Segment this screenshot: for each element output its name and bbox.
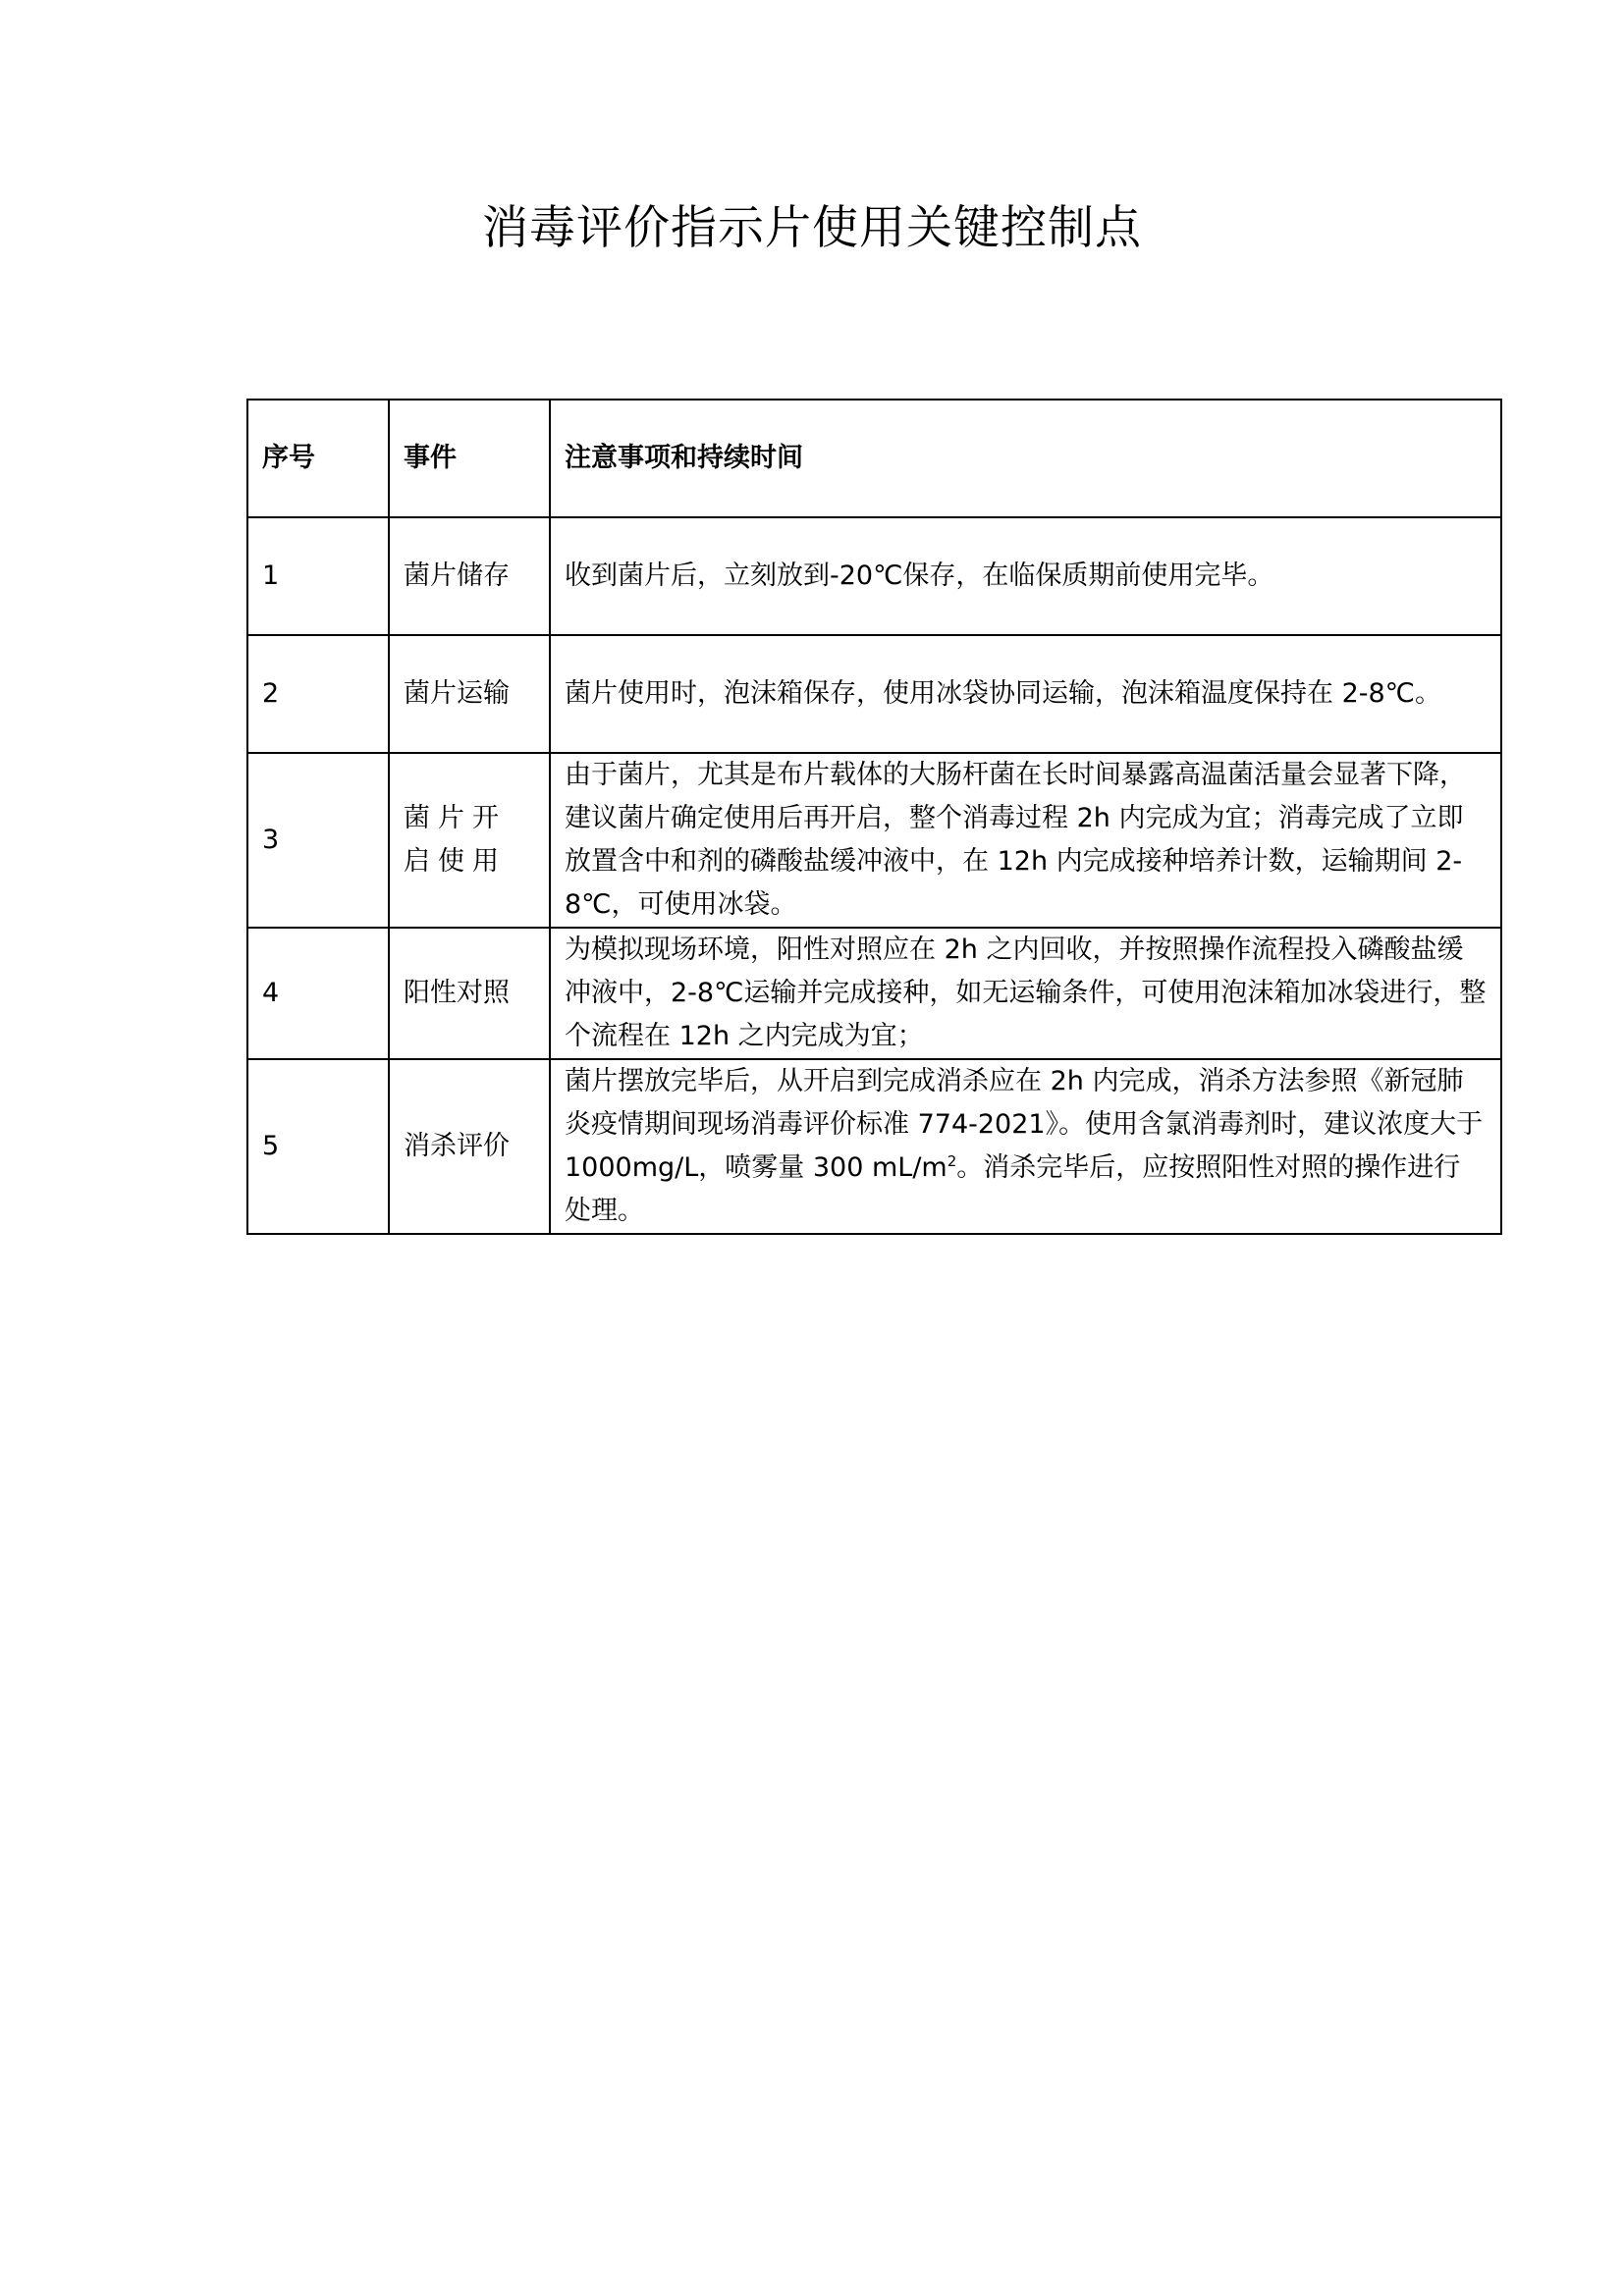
page-title: 消毒评价指示片使用关键控制点 bbox=[482, 201, 1142, 255]
header-no: 序号 bbox=[247, 400, 389, 517]
row-event: 菌片储存 bbox=[389, 517, 550, 635]
row-notes: 为模拟现场环境，阳性对照应在 2h 之内回收，并按照操作流程投入磷酸盐缓冲液中，2-8℃运输并完成接种，如无运输条件，可使用泡沫箱加冰袋进行，整个流程在 12h 之内完成为宜； bbox=[550, 928, 1501, 1059]
row-notes-text: 菌片摆放完毕后，从开启到完成消杀应在 2h 内完成，消杀方法参照《新冠肺炎疫情期间现场消毒评价标准 774-2021》。使用含氯消毒剂时，建议浓度大于 1000mg/L，喷雾量 300 mL/m bbox=[565, 1066, 1484, 1183]
table-row bbox=[247, 635, 1501, 753]
table-header-row bbox=[247, 400, 1501, 517]
table-row bbox=[247, 517, 1501, 635]
row-event: 阳性对照 bbox=[389, 928, 550, 1059]
row-event: 菌片运输 bbox=[389, 635, 550, 753]
table-row bbox=[247, 928, 1501, 1059]
row-number: 5 bbox=[247, 1059, 389, 1234]
row-notes bbox=[550, 1059, 1501, 1234]
row-number: 1 bbox=[247, 517, 389, 635]
row-notes-text-end: 。消杀完毕后，应按照阳性对照的操作进行处理。 bbox=[565, 1152, 1461, 1226]
row-event: 消杀评价 bbox=[389, 1059, 550, 1234]
row-notes: 菌片使用时，泡沫箱保存，使用冰袋协同运输，泡沫箱温度保持在 2-8℃。 bbox=[550, 635, 1501, 753]
row-number: 4 bbox=[247, 928, 389, 1059]
row-notes: 收到菌片后，立刻放到-20℃保存，在临保质期前使用完毕。 bbox=[550, 517, 1501, 635]
superscript-exponent: 2 bbox=[947, 1152, 957, 1170]
header-notes: 注意事项和持续时间 bbox=[550, 400, 1501, 517]
table-row bbox=[247, 1059, 1501, 1234]
control-points-table bbox=[246, 399, 1502, 1235]
row-number: 2 bbox=[247, 635, 389, 753]
row-number: 3 bbox=[247, 753, 389, 928]
row-notes: 由于菌片，尤其是布片载体的大肠杆菌在长时间暴露高温菌活量会显著下降，建议菌片确定使用后再开启，整个消毒过程 2h 内完成为宜；消毒完成了立即放置含中和剂的磷酸盐缓冲液中，在 12h 内完成接种培养计数，运输期间 2-8℃，可使用冰袋。 bbox=[550, 753, 1501, 928]
header-event: 事件 bbox=[389, 400, 550, 517]
table-row bbox=[247, 753, 1501, 928]
row-event: 菌片开启使用 bbox=[389, 753, 550, 928]
